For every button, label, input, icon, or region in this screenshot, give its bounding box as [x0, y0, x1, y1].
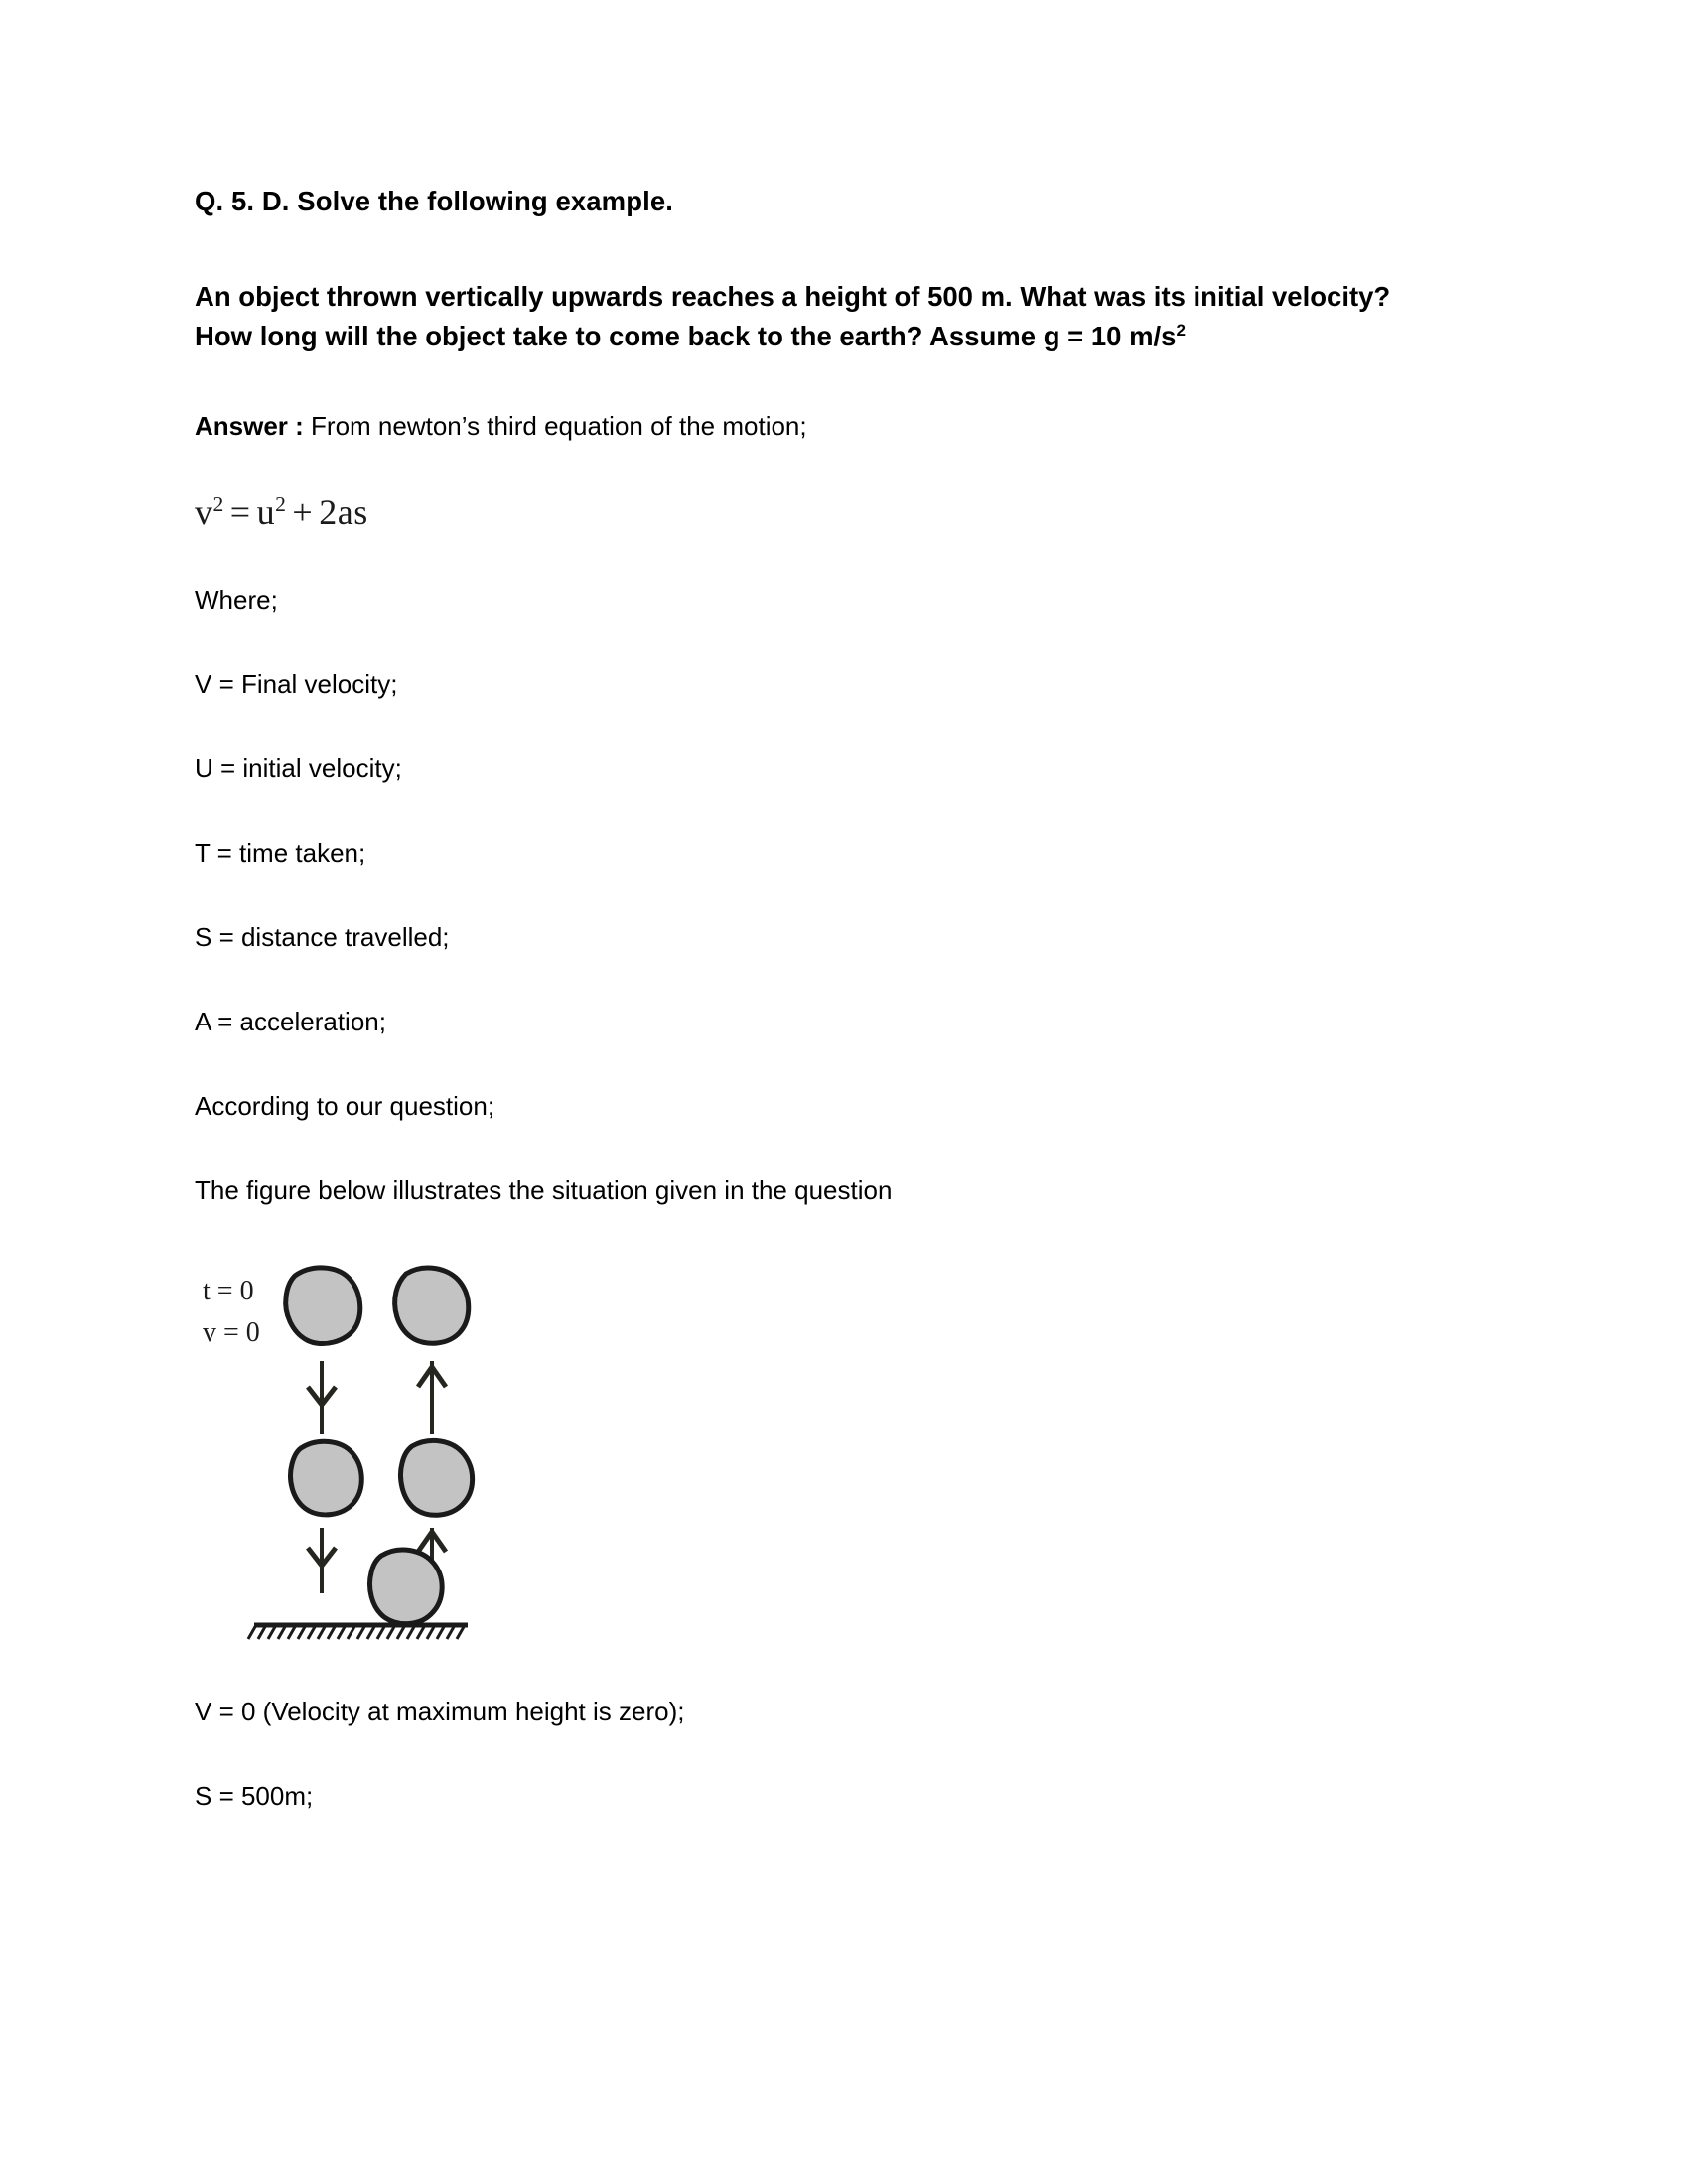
answer-label: Answer :: [195, 411, 304, 442]
equation-equals-sign: =: [229, 492, 251, 533]
projectile-motion-figure: [195, 1258, 1509, 1655]
answer-text: From newton’s third equation of the motion;: [311, 411, 807, 442]
results-block: [195, 1695, 1509, 1814]
downward-motion-arrow-upper: [308, 1361, 336, 1434]
definition-initial-velocity: U = initial velocity;: [195, 752, 402, 783]
rock-top-left: [286, 1268, 360, 1344]
according-to-question-line: According to our question;: [195, 1091, 495, 1122]
equation-plus-sign: +: [292, 492, 314, 533]
definition-distance-travelled: S = distance travelled;: [195, 921, 450, 952]
result-distance: S = 500m;: [195, 1781, 314, 1812]
equation-lhs-base: v: [195, 492, 213, 533]
rock-middle-right: [401, 1441, 473, 1516]
figure-label-time: t = 0: [203, 1276, 254, 1307]
downward-motion-arrow-lower: [308, 1528, 336, 1593]
kinematic-equation: [195, 491, 1509, 534]
answer-intro: [195, 408, 1509, 444]
result-final-velocity: V = 0 (Velocity at maximum height is zero);: [195, 1697, 685, 1727]
upward-motion-arrow-upper: [418, 1361, 446, 1434]
question-exponent: 2: [1176, 320, 1186, 340]
definition-acceleration: A = acceleration;: [195, 1007, 386, 1037]
figure-label-velocity: v = 0: [203, 1317, 260, 1349]
ground-hatched-line: [248, 1625, 468, 1639]
definition-time-taken: T = time taken;: [195, 837, 366, 868]
rock-top-right: [395, 1268, 469, 1343]
definition-final-velocity: V = Final velocity;: [195, 668, 398, 699]
question-line-1: An object thrown vertically upwards reaches a height of 500 m. What was its: [195, 280, 1186, 312]
projectile-diagram-svg: [195, 1258, 612, 1655]
rock-middle-left: [291, 1442, 362, 1516]
page-title: Q. 5. D. Solve the following example.: [195, 186, 673, 216]
question-statement: [195, 277, 1451, 356]
figure-caption: The figure below illustrates the situation given in the question: [195, 1175, 893, 1206]
equation-rhs-term: 2as: [319, 492, 368, 533]
equation-lhs-exponent: 2: [212, 492, 224, 517]
question-line-2: initial velocity? How long will the object take to come back to the earth? Assume: [195, 280, 1391, 351]
equation-rhs-exponent: 2: [275, 492, 287, 517]
where-label: Where;: [195, 584, 278, 614]
rock-on-ground: [370, 1550, 443, 1624]
equation-rhs-base: u: [256, 492, 276, 533]
question-line-3: g = 10 m/s: [1043, 320, 1177, 351]
